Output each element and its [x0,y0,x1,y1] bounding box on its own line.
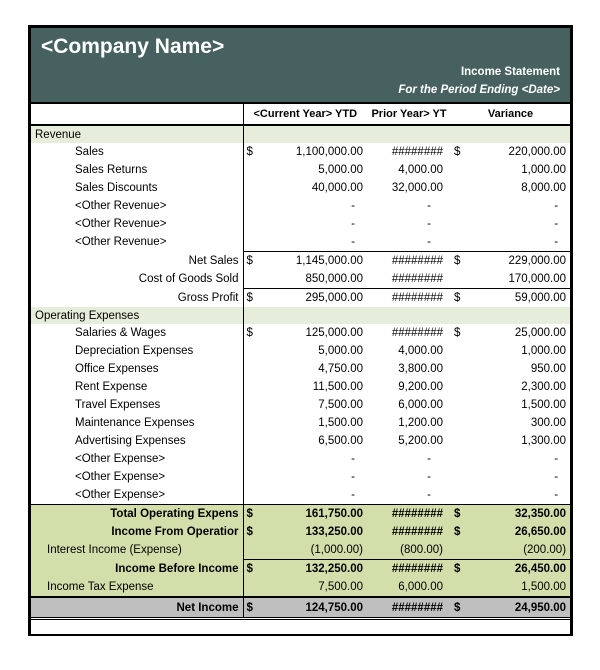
income-statement-table [31,104,570,634]
row-label: <Other Revenue> [75,236,167,249]
row-current-year: 5,000.00 [318,164,364,176]
row-label: Travel Expenses [75,399,161,411]
row-variance-symbol: $ [454,327,461,339]
row-variance-symbol: $ [451,252,471,271]
row-prior-year: 9,200.00 [398,381,444,393]
statement-banner [31,28,570,104]
row-label: Income Before Income [31,560,243,579]
row-variance-symbol [451,578,471,597]
row-variance-symbol: $ [451,505,471,524]
section-spacer-cs [243,125,263,143]
column-header-label [31,104,243,125]
row-variance: 32,350.00 [471,505,570,524]
row-variance-symbol: $ [451,597,471,619]
row-label: Depreciation Expenses [75,345,194,357]
row-variance-symbol [451,378,471,396]
row-variance: 1,500.00 [521,399,567,411]
row-variance-symbol [451,161,471,179]
row-current-year: 7,500.00 [263,578,367,597]
row-current-year: 1,100,000.00 [295,146,364,158]
row-currency-symbol: $ [243,505,263,524]
row-prior-year: ######## [391,146,444,158]
row-current-year: - [351,471,356,483]
row-currency-symbol [243,432,263,450]
row-label: Gross Profit [177,291,239,304]
row-variance: - [554,489,559,501]
row-prior-year: 4,000.00 [398,345,444,357]
row-variance-symbol [451,450,471,468]
row-variance: 26,650.00 [471,523,570,541]
row-variance: - [554,453,559,465]
row-current-year: 11,500.00 [312,381,364,393]
table-row [31,450,570,468]
row-label: Advertising Expenses [75,435,186,447]
section-spacer-prior [367,307,451,324]
table-row [31,161,570,179]
row-variance-symbol [451,270,471,289]
table-row [31,396,570,414]
table-row [31,378,570,396]
row-current-year: 132,250.00 [263,560,367,579]
row-current-year: 850,000.00 [305,273,364,285]
section-header-revenue [31,125,570,143]
row-prior-year: ######## [391,327,444,339]
statement-title: Income Statement [460,66,560,78]
row-current-year: 5,000.00 [318,345,364,357]
row-currency-symbol: $ [243,324,263,342]
row-label: Office Expenses [75,363,159,375]
table-row [31,486,570,505]
row-variance: 170,000.00 [508,273,567,285]
row-variance-symbol [451,486,471,505]
row-current-year: 133,250.00 [263,523,367,541]
row-variance-symbol [451,541,471,560]
section-spacer-prior [367,125,451,143]
company-name: <Company Name> [41,35,225,58]
row-variance-symbol [451,342,471,360]
row-currency-symbol: $ [243,252,263,271]
row-variance-symbol: $ [451,289,471,308]
row-label: Income Tax Expense [31,578,243,597]
row-current-year: 124,750.00 [263,597,367,619]
row-currency-symbol [243,179,263,197]
row-variance: 229,000.00 [471,252,570,271]
row-prior-year: - [427,489,432,501]
row-prior-year: ######## [367,505,451,524]
table-row [31,179,570,197]
subtotal-row-net-sales [31,252,570,271]
row-variance: - [554,236,559,248]
table-row [31,197,570,215]
row-label: <Other Expense> [75,471,166,483]
section-spacer-current [263,125,367,143]
row-current-year: 6,500.00 [318,435,364,447]
row-prior-year: 6,000.00 [398,399,444,411]
row-prior-year: 6,000.00 [367,578,451,597]
row-label: Net Income [31,597,243,619]
section-spacer-variance [471,125,570,143]
row-prior-year: 5,200.00 [398,435,444,447]
table-row [31,414,570,432]
row-currency-symbol: $ [243,143,263,161]
row-current-year: 295,000.00 [263,289,367,308]
row-prior-year: 1,200.00 [398,417,444,429]
table-row [31,468,570,486]
row-currency-symbol [243,541,263,560]
row-variance-symbol [451,414,471,432]
row-prior-year: 32,000.00 [391,182,444,194]
subtotal-row-gross-profit [31,289,570,308]
row-variance: - [554,200,559,212]
row-currency-symbol [243,342,263,360]
section-spacer-vs [451,125,471,143]
row-label: Interest Income (Expense) [31,541,243,560]
row-variance-symbol [451,360,471,378]
net-income-row [31,597,570,619]
row-label: <Other Expense> [75,453,166,465]
income-statement-sheet [28,25,573,636]
section-spacer-variance [471,307,570,324]
row-variance: 1,000.00 [521,164,567,176]
row-prior-year: - [427,200,432,212]
row-variance: - [554,218,559,230]
total-row-operating-expenses [31,505,570,524]
row-label: <Other Revenue> [75,200,167,212]
row-currency-symbol [243,450,263,468]
row-currency-symbol: $ [243,560,263,579]
column-header-variance: Variance [451,104,570,125]
row-label: Income From Operatior [31,523,243,541]
row-prior-year: ######## [367,560,451,579]
row-label: Sales Discounts [75,182,158,194]
row-currency-symbol [243,414,263,432]
row-variance-symbol [451,432,471,450]
row-prior-year: ######## [367,597,451,619]
row-variance: 220,000.00 [508,146,567,158]
row-prior-year: (800.00) [367,541,451,560]
row-currency-symbol: $ [243,523,263,541]
total-row-interest-income [31,541,570,560]
section-title-revenue: Revenue [31,125,243,143]
row-current-year: 1,500.00 [318,417,364,429]
section-title-operating-expenses: Operating Expenses [31,307,243,324]
row-variance: 950.00 [530,363,567,375]
row-currency-symbol [243,378,263,396]
table-row [31,143,570,161]
row-prior-year: ######## [367,252,451,271]
row-current-year: - [351,236,356,248]
row-current-year: 161,750.00 [263,505,367,524]
table-row [31,342,570,360]
row-variance-symbol [451,215,471,233]
row-variance: 2,300.00 [521,381,567,393]
table-row [31,360,570,378]
row-prior-year: - [427,218,432,230]
total-row-income-tax-expense [31,578,570,597]
row-current-year: 7,500.00 [318,399,364,411]
table-row-cogs [31,270,570,289]
blank-cell [451,619,471,635]
row-currency-symbol [243,270,263,289]
row-variance-symbol: $ [451,560,471,579]
total-row-income-before-taxes [31,560,570,579]
blank-cell [367,619,451,635]
row-current-year: 1,145,000.00 [263,252,367,271]
row-currency-symbol [243,197,263,215]
row-variance: 8,000.00 [521,182,567,194]
column-header-prior-year: Prior Year> YT [367,104,451,125]
row-prior-year: 3,800.00 [398,363,444,375]
row-label: Sales [75,146,104,158]
blank-cell [471,619,570,635]
row-currency-symbol [243,396,263,414]
section-spacer-current [263,307,367,324]
row-currency-symbol: $ [243,289,263,308]
row-label: Rent Expense [75,381,148,393]
row-variance: 1,500.00 [471,578,570,597]
row-current-year: - [351,200,356,212]
row-current-year: 40,000.00 [311,182,364,194]
row-variance-symbol: $ [454,146,461,158]
row-prior-year: 4,000.00 [398,164,444,176]
column-header-row [31,104,570,125]
row-prior-year: - [427,236,432,248]
blank-cell [263,619,367,635]
trailing-blank-row [31,619,570,635]
row-variance: 59,000.00 [471,289,570,308]
blank-cell [243,619,263,635]
row-label: Total Operating Expens [31,505,243,524]
row-current-year: - [351,453,356,465]
row-variance: (200.00) [471,541,570,560]
row-label: Cost of Goods Sold [138,273,239,286]
row-prior-year: ######## [367,523,451,541]
row-variance: 1,300.00 [521,435,567,447]
column-header-current-year: <Current Year> YTD [243,104,367,125]
row-prior-year: - [427,453,432,465]
row-label: Sales Returns [75,164,148,176]
row-variance: 24,950.00 [471,597,570,619]
row-current-year: 4,750.00 [318,363,364,375]
row-currency-symbol: $ [243,597,263,619]
section-header-operating-expenses [31,307,570,324]
statement-period: For the Period Ending <Date> [398,84,560,96]
row-current-year: 125,000.00 [305,327,364,339]
blank-cell [31,619,243,635]
row-currency-symbol [243,215,263,233]
total-row-income-from-operations [31,523,570,541]
row-variance-symbol [451,179,471,197]
row-variance: 26,450.00 [471,560,570,579]
table-row [31,215,570,233]
row-variance: 25,000.00 [514,327,567,339]
row-current-year: (1,000.00) [263,541,367,560]
row-prior-year: ######## [367,289,451,308]
row-label: Salaries & Wages [75,327,166,339]
row-variance-symbol [451,396,471,414]
row-variance-symbol [451,468,471,486]
row-variance-symbol [451,233,471,252]
section-spacer-cs [243,307,263,324]
row-currency-symbol [243,233,263,252]
row-currency-symbol [243,360,263,378]
row-label: <Other Expense> [75,489,166,501]
row-currency-symbol [243,161,263,179]
row-currency-symbol [243,468,263,486]
row-prior-year: ######## [391,273,444,285]
row-variance: 1,000.00 [521,345,567,357]
row-current-year: - [351,218,356,230]
section-spacer-vs [451,307,471,324]
row-label: Maintenance Expenses [75,417,195,429]
row-label: <Other Revenue> [75,218,167,230]
row-currency-symbol [243,486,263,505]
row-variance-symbol [451,197,471,215]
row-prior-year: - [427,471,432,483]
table-row [31,324,570,342]
row-variance-symbol: $ [451,523,471,541]
table-row [31,233,570,252]
row-current-year: - [351,489,356,501]
row-variance: 300.00 [530,417,567,429]
row-currency-symbol [243,578,263,597]
row-label: Net Sales [188,254,239,267]
row-variance: - [554,471,559,483]
table-row [31,432,570,450]
